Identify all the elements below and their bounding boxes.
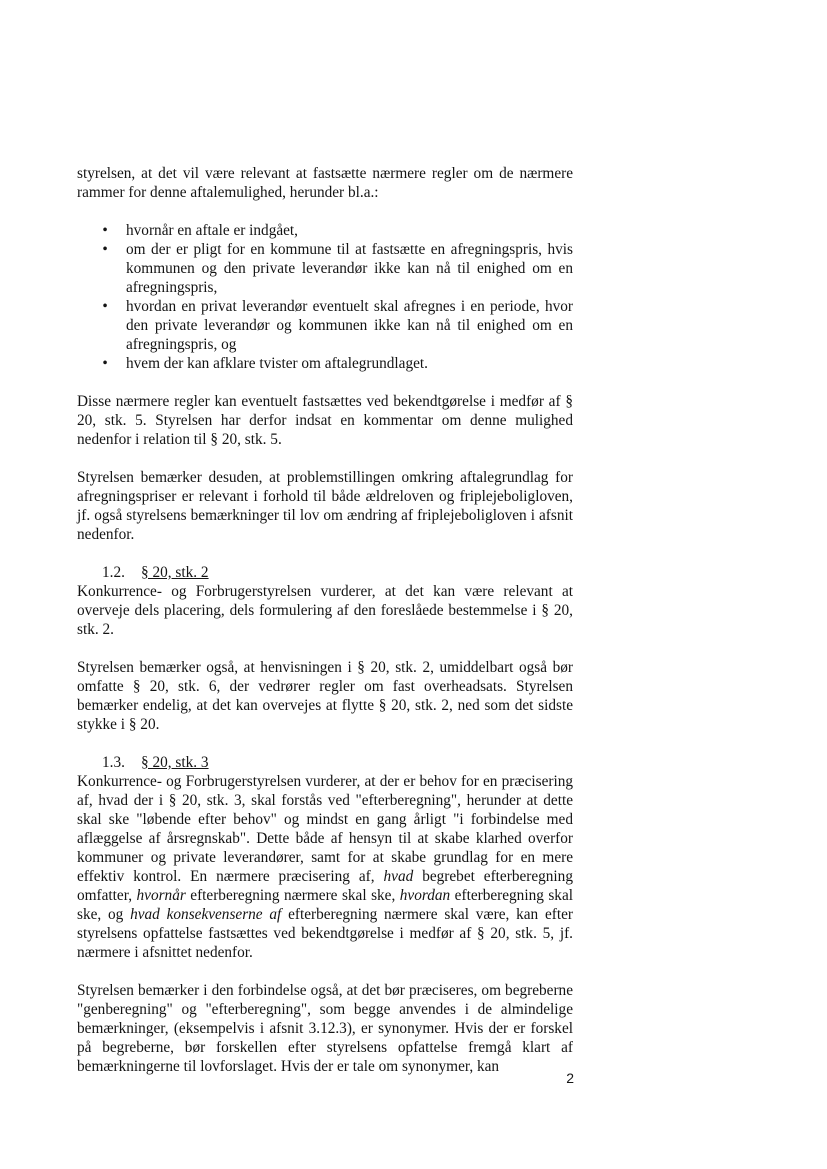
list-item: • hvordan en privat leverandør eventuelt skal afregnes i en periode, hvor den private leverandør og kommunen ikke kan nå til enighed om en afregningspris, og	[77, 297, 573, 354]
section-1-3-paragraph-2: Styrelsen bemærker i den forbindelse også, at det bør præciseres, om begreberne "genberegning" og "efterberegning", som begge anvendes i de almindelige bemærkninger, (eksempelvis i afsnit 3.12.3), er synonymer. Hvis der er forskel på begreberne, bør forskellen efter styrelsens opfattelse fremgå klart af bemærkningerne til lovforslaget. Hvis der er tale om synonymer, kan	[77, 982, 573, 1075]
paragraph-regulations: Disse nærmere regler kan eventuelt fastsættes ved bekendtgørelse i medfør af § 20, stk. 5. Styrelsen har derfor indsat en kommentar om denne mulighed nedenfor i relation til § 20, stk. 5.	[77, 393, 573, 448]
bullet-icon: •	[102, 222, 108, 239]
document-body	[77, 164, 573, 1076]
bullet-list	[77, 221, 573, 373]
section-1-3-paragraph-1: Konkurrence- og Forbrugerstyrelsen vurderer, at der er behov for en præcisering af, hvad der i § 20, stk. 3, skal forstås ved "efterberegning", herunder at dette skal ske "løbende efter behov" og mindst en gang årligt "i forbindelse med aflæggelse af årsregnskab". Dette både af hensyn til at skabe klarhed overfor kommuner og private leverandører, samt for at skabe grundlag for en mere effektiv kontrol. En nærmere præcisering af, hvad begrebet efterberegning omfatter, hvornår efterberegning nærmere skal ske, hvordan efterberegning skal ske, og hvad konsekvenserne af efterberegning nærmere skal være, kan efter styrelsens opfattelse fastsættes ved bekendtgørelse i medfør af § 20, stk. 5, jf. nærmere i afsnittet nedenfor.	[77, 773, 573, 961]
bullet-icon: •	[102, 298, 108, 315]
list-item: • om der er pligt for en kommune til at fastsætte en afregningspris, hvis kommunen og den private leverandør ikke kan nå til enighed om en afregningspris,	[77, 240, 573, 297]
intro-paragraph: styrelsen, at det vil være relevant at fastsætte nærmere regler om de nærmere rammer for denne aftalemulighed, herunder bl.a.:	[77, 165, 573, 201]
list-item: • hvem der kan afklare tvister om aftalegrundlaget.	[77, 354, 573, 373]
section-heading-1-3: 1.3. § 20, stk. 3	[102, 754, 209, 771]
page-number: 2	[566, 1070, 574, 1086]
bullet-icon: •	[102, 355, 108, 372]
section-1-2-paragraph-2: Styrelsen bemærker også, at henvisningen i § 20, stk. 2, umiddelbart også bør omfatte § 20, stk. 6, der vedrører regler om fast overheadsats. Styrelsen bemærker endelig, at det kan overvejes at flytte § 20, stk. 2, ned som det sidste stykke i § 20.	[77, 659, 573, 733]
bullet-icon: •	[102, 241, 108, 258]
section-heading-1-2: 1.2. § 20, stk. 2	[102, 564, 209, 581]
list-item: • hvornår en aftale er indgået,	[77, 221, 573, 240]
section-1-2-paragraph-1: Konkurrence- og Forbrugerstyrelsen vurderer, at det kan være relevant at overveje dels placering, dels formulering af den foreslåede bestemmelse i § 20, stk. 2.	[77, 583, 573, 638]
paragraph-problem: Styrelsen bemærker desuden, at problemstillingen omkring aftalegrundlag for afregningspriser er relevant i forhold til både ældreloven og friplejeboligloven, jf. også styrelsens bemærkninger til lov om ændring af friplejeboligloven i afsnit nedenfor.	[77, 469, 573, 543]
